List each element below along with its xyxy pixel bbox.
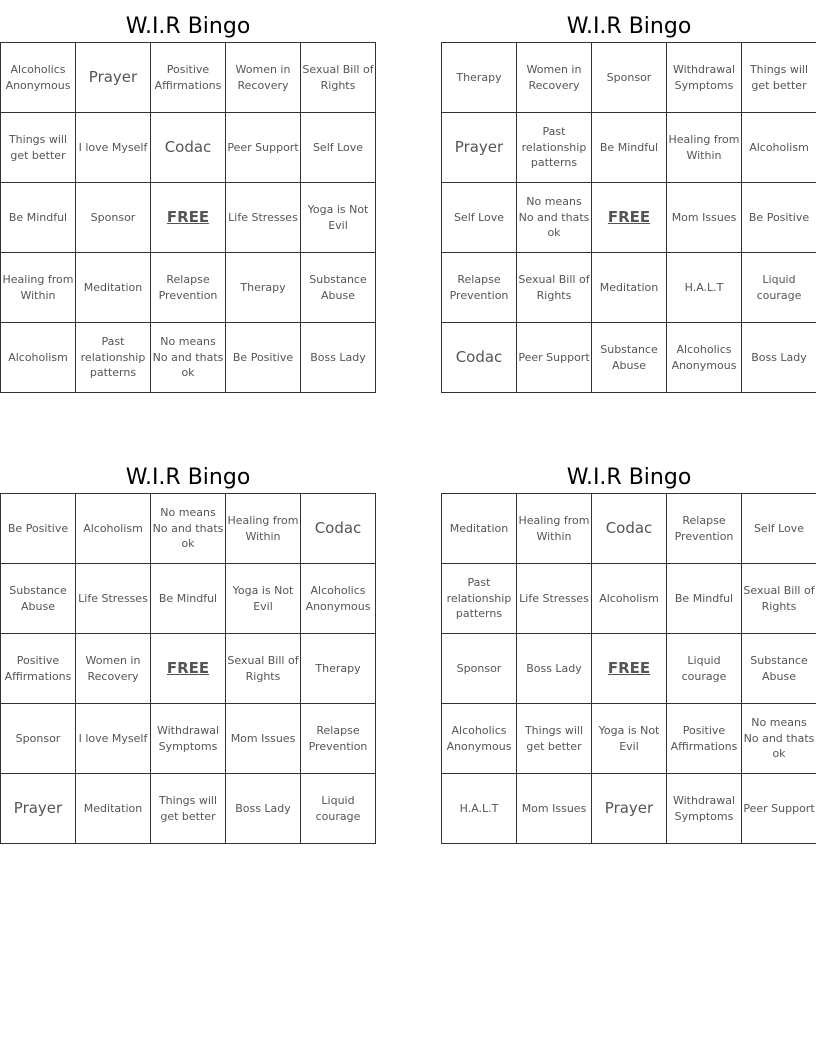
- bingo-cell: Healing from Within: [667, 113, 742, 183]
- free-space-cell: FREE: [592, 183, 667, 253]
- bingo-cell: Codac: [151, 113, 226, 183]
- bingo-cell: Peer Support: [226, 113, 301, 183]
- bingo-cell: Substance Abuse: [592, 323, 667, 393]
- bingo-cell: Healing from Within: [517, 494, 592, 564]
- bingo-cell: Codac: [442, 323, 517, 393]
- bingo-cell: Therapy: [226, 253, 301, 323]
- bingo-cell: Codac: [592, 494, 667, 564]
- bingo-cell: Therapy: [442, 43, 517, 113]
- bingo-cell: Meditation: [76, 774, 151, 844]
- bingo-cell: Mom Issues: [517, 774, 592, 844]
- bingo-cell: Yoga is Not Evil: [226, 564, 301, 634]
- bingo-cell: Alcoholism: [742, 113, 816, 183]
- bingo-cell: Therapy: [301, 634, 376, 704]
- bingo-cell: Sexual Bill of Rights: [226, 634, 301, 704]
- bingo-cell: Substance Abuse: [1, 564, 76, 634]
- bingo-cell: Alcoholics Anonymous: [667, 323, 742, 393]
- bingo-cell: Sexual Bill of Rights: [301, 43, 376, 113]
- bingo-cell: Substance Abuse: [301, 253, 376, 323]
- bingo-cell: Self Love: [442, 183, 517, 253]
- bingo-cell: Be Positive: [226, 323, 301, 393]
- bingo-cell: Boss Lady: [226, 774, 301, 844]
- card-title: W.I.R Bingo: [566, 14, 692, 39]
- bingo-cell: No means No and thats ok: [151, 323, 226, 393]
- bingo-cell: H.A.L.T: [442, 774, 517, 844]
- bingo-cell: Withdrawal Symptoms: [667, 43, 742, 113]
- bingo-cell: Past relationship patterns: [517, 113, 592, 183]
- bingo-cell: Be Mindful: [592, 113, 667, 183]
- bingo-cell: Liquid courage: [742, 253, 816, 323]
- bingo-cell: Past relationship patterns: [76, 323, 151, 393]
- bingo-grid: [441, 42, 816, 393]
- bingo-cell: Codac: [301, 494, 376, 564]
- bingo-cell: Mom Issues: [667, 183, 742, 253]
- bingo-cell: Substance Abuse: [742, 634, 816, 704]
- bingo-card-1: [0, 0, 376, 393]
- bingo-cell: Things will get better: [151, 774, 226, 844]
- bingo-cell: Prayer: [442, 113, 517, 183]
- bingo-cell: Positive Affirmations: [667, 704, 742, 774]
- bingo-cell: Relapse Prevention: [151, 253, 226, 323]
- bingo-cell: Past relationship patterns: [442, 564, 517, 634]
- bingo-cell: Alcoholism: [76, 494, 151, 564]
- card-title: W.I.R Bingo: [125, 465, 251, 490]
- bingo-cell: Yoga is Not Evil: [301, 183, 376, 253]
- bingo-cell: Relapse Prevention: [442, 253, 517, 323]
- bingo-cell: Alcoholism: [592, 564, 667, 634]
- bingo-cell: Life Stresses: [226, 183, 301, 253]
- bingo-cell: Life Stresses: [76, 564, 151, 634]
- bingo-cell: Withdrawal Symptoms: [151, 704, 226, 774]
- bingo-cell: Sponsor: [76, 183, 151, 253]
- bingo-card-4: [441, 451, 816, 844]
- bingo-cell: I love Myself: [76, 704, 151, 774]
- bingo-cell: Withdrawal Symptoms: [667, 774, 742, 844]
- bingo-cell: No means No and thats ok: [151, 494, 226, 564]
- bingo-cell: Alcoholics Anonymous: [442, 704, 517, 774]
- bingo-cell: Relapse Prevention: [667, 494, 742, 564]
- bingo-cell: Women in Recovery: [226, 43, 301, 113]
- bingo-cell: Peer Support: [742, 774, 816, 844]
- bingo-cell: Liquid courage: [301, 774, 376, 844]
- bingo-cell: Sponsor: [442, 634, 517, 704]
- bingo-grid: [0, 493, 376, 844]
- free-space-cell: FREE: [151, 183, 226, 253]
- bingo-grid: [0, 42, 376, 393]
- bingo-cell: Things will get better: [742, 43, 816, 113]
- bingo-cell: Prayer: [76, 43, 151, 113]
- card-title: W.I.R Bingo: [125, 14, 251, 39]
- bingo-cell: Positive Affirmations: [1, 634, 76, 704]
- bingo-cell: Things will get better: [1, 113, 76, 183]
- free-space-cell: FREE: [151, 634, 226, 704]
- bingo-cell: Sexual Bill of Rights: [742, 564, 816, 634]
- bingo-cell: Life Stresses: [517, 564, 592, 634]
- bingo-cell: Sexual Bill of Rights: [517, 253, 592, 323]
- bingo-cell: Boss Lady: [301, 323, 376, 393]
- bingo-cell: Mom Issues: [226, 704, 301, 774]
- bingo-cell: Peer Support: [517, 323, 592, 393]
- bingo-cell: H.A.L.T: [667, 253, 742, 323]
- bingo-grid: [441, 493, 816, 844]
- bingo-cell: Be Positive: [1, 494, 76, 564]
- bingo-card-3: [0, 451, 376, 844]
- bingo-cell: Women in Recovery: [76, 634, 151, 704]
- bingo-cell: Meditation: [592, 253, 667, 323]
- bingo-cell: Prayer: [1, 774, 76, 844]
- bingo-cell: Be Mindful: [151, 564, 226, 634]
- bingo-cell: Alcoholics Anonymous: [1, 43, 76, 113]
- bingo-cell: Sponsor: [1, 704, 76, 774]
- bingo-cell: Prayer: [592, 774, 667, 844]
- bingo-cell: Sponsor: [592, 43, 667, 113]
- bingo-cell: Alcoholism: [1, 323, 76, 393]
- bingo-cell: Be Mindful: [1, 183, 76, 253]
- bingo-cell: Liquid courage: [667, 634, 742, 704]
- bingo-cell: Self Love: [742, 494, 816, 564]
- bingo-cell: Self Love: [301, 113, 376, 183]
- bingo-cell: Boss Lady: [742, 323, 816, 393]
- bingo-cell: Be Positive: [742, 183, 816, 253]
- bingo-cell: Positive Affirmations: [151, 43, 226, 113]
- free-space-cell: FREE: [592, 634, 667, 704]
- bingo-cell: Healing from Within: [1, 253, 76, 323]
- bingo-cell: No means No and thats ok: [517, 183, 592, 253]
- bingo-cell: Be Mindful: [667, 564, 742, 634]
- bingo-cell: Yoga is Not Evil: [592, 704, 667, 774]
- bingo-card-2: [441, 0, 816, 393]
- bingo-cell: Meditation: [442, 494, 517, 564]
- bingo-cell: Relapse Prevention: [301, 704, 376, 774]
- bingo-cell: No means No and thats ok: [742, 704, 816, 774]
- bingo-cell: Alcoholics Anonymous: [301, 564, 376, 634]
- card-title: W.I.R Bingo: [566, 465, 692, 490]
- bingo-cell: Boss Lady: [517, 634, 592, 704]
- bingo-cell: Healing from Within: [226, 494, 301, 564]
- bingo-cell: I love Myself: [76, 113, 151, 183]
- bingo-cell: Women in Recovery: [517, 43, 592, 113]
- bingo-cell: Things will get better: [517, 704, 592, 774]
- bingo-cell: Meditation: [76, 253, 151, 323]
